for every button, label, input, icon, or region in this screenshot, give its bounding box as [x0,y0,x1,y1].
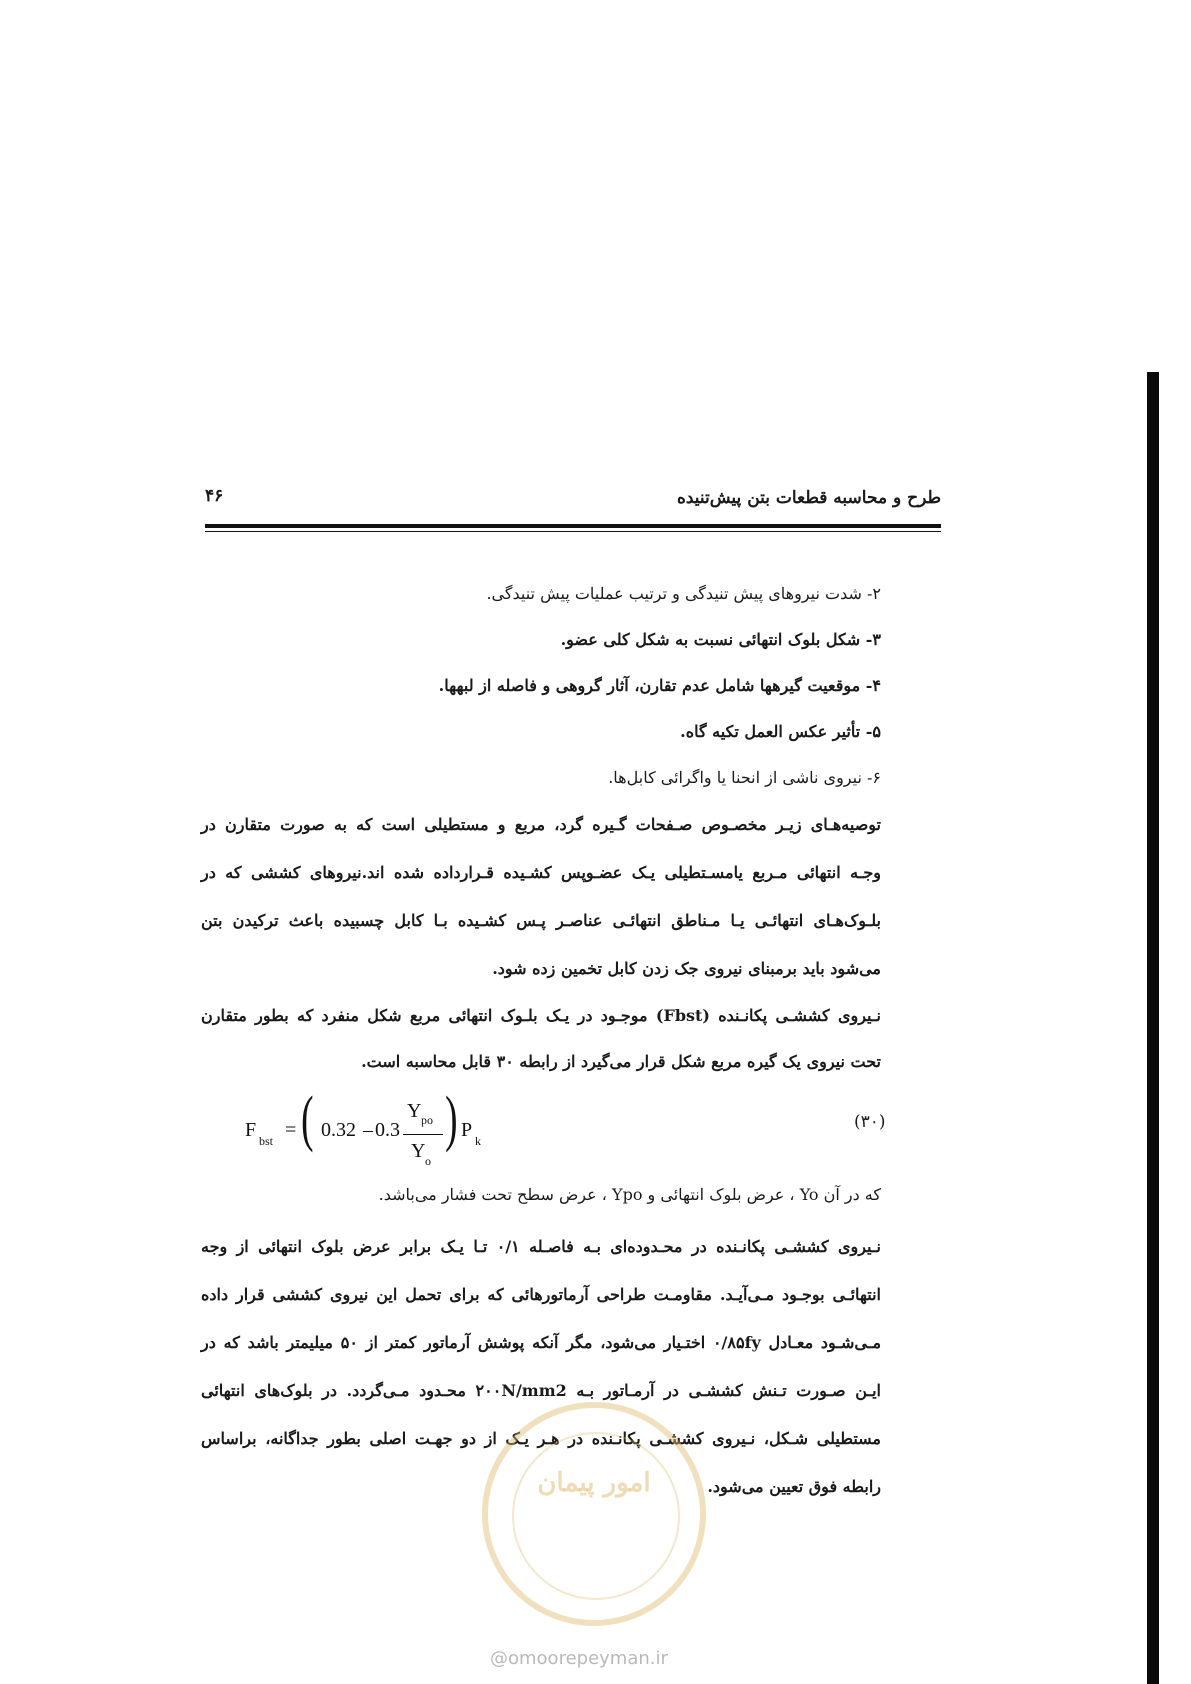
paragraph-line: انتهائـی بوجـود مـی‌آیـد. مقاومـت طراحی آرماتورهائی که برای تحمل این نیروی کششی قرار داده [201,1285,881,1304]
right-paren: ) [445,1085,458,1153]
paragraph-line: مـی‌شـود معـادل ۰/۸۵fy اختـیار می‌شود، مگر آنکه پوشش آرماتور کمتر از ۵۰ میلیمتر باشد که در [201,1333,882,1352]
watermark-text: امور پیمان [537,1468,651,1498]
paragraph-line: ایـن صـورت تـنش کششـی در آرمـاتور بـه ۲۰۰N/mm2 محـدود مـی‌گردد. در بلوک‌های انتهائی [201,1381,881,1400]
left-paren: ( [301,1085,314,1153]
page-header [205,488,941,520]
formula-numerator: Y [407,1100,422,1122]
formula-const2: 0.3 [375,1119,400,1141]
equation-number: (۳۰) [854,1112,886,1132]
list-item: ۲- شدت نیروهای پیش تنیدگی و ترتیب عملیات پیش تنیدگی. [486,584,881,603]
header-rule-thick [205,524,941,528]
list-item: ۶- نیروی ناشی از انحنا یا واگرائی کابل‌ها. [608,768,881,787]
paragraph-line: رابطه فوق تعیین می‌شود. [707,1477,881,1496]
formula-lhs: F [245,1119,257,1141]
formula-tail: P [461,1119,473,1141]
header-rule-thin [205,531,941,532]
list-item: ۳- شکل بلوک انتهائی نسبت به شکل کلی عضو. [560,630,881,649]
list-item: ۴- موقعیت گیرهها شامل عدم تقارن، آثار گروهی و فاصله از لبهها. [438,676,881,695]
formula-denominator: Y [411,1140,426,1162]
equation-30 [245,1085,525,1180]
paragraph-line: وجـه انتهائی مـربع یامسـتطیلی یـک عضـوپس کشـیده قـرارداده شده اند.نیروهای کششی که در [201,863,881,882]
watermark-inner-ring [512,1432,680,1600]
paragraph-line: بلـوک‌هـای انتهائـی یـا مـناطق انتهائـی عناصـر پـس کشـیده بـا کابل چسبیده باعث ترکیدن بتن [201,911,881,930]
running-title: طرح و محاسبه قطعات بتن پیش‌تنیده [676,488,941,508]
paragraph-line: نـیروی کششـی پکانـنده (Fbst) موجـود در یـک بلـوک انتهائی مربع شکل منفرد که بطور متقارن [201,1006,881,1025]
formula-denominator-sub: o [425,1154,431,1168]
scan-edge-bar [1147,372,1159,1684]
watermark-seal [482,1402,706,1626]
page-number: ۴۶ [205,486,224,506]
paragraph-line: تحت نیروی یک گیره مربع شکل قرار می‌گیرد از رابطه ۳۰ قابل محاسبه است. [361,1052,881,1071]
paragraph-line: که در آن Yo ، عرض بلوک انتهائی و Ypo ، عرض سطح تحت فشار می‌باشد. [378,1185,881,1204]
watermark-site: @omoorepeyman.ir [490,1648,668,1669]
formula-numerator-sub: po [421,1113,433,1127]
paragraph-line: توصیه‌هـای زیـر مخصـوص صـفحات گـیره گرد، مربع و مستطیلی است که به صورت متقارن در [201,815,881,834]
paragraph-line: می‌شود باید برمبنای نیروی جک زدن کابل تخمین زده شود. [492,959,881,978]
formula-lhs-sub: bst [259,1134,274,1148]
formula-tail-sub: k [475,1134,481,1148]
list-item: ۵- تأثیر عکس العمل تکیه گاه. [680,722,881,741]
paragraph-line: نـیروی کششـی پکانـنده در محـدوده‌ای بـه فاصـله ۰/۱ تـا یـک برابر عرض بلوک انتهائی از وجه [201,1237,881,1256]
fraction-bar [403,1134,443,1135]
formula-equals: = [285,1119,297,1141]
paragraph-line: مستطیلی شـکل، نـیروی کششـی پکانـنده در هـر یـک از دو جهـت اصلی بطور جداگانه، براساس [201,1429,882,1448]
formula-const1: 0.32 [321,1119,356,1141]
formula-minus: – [363,1119,373,1141]
